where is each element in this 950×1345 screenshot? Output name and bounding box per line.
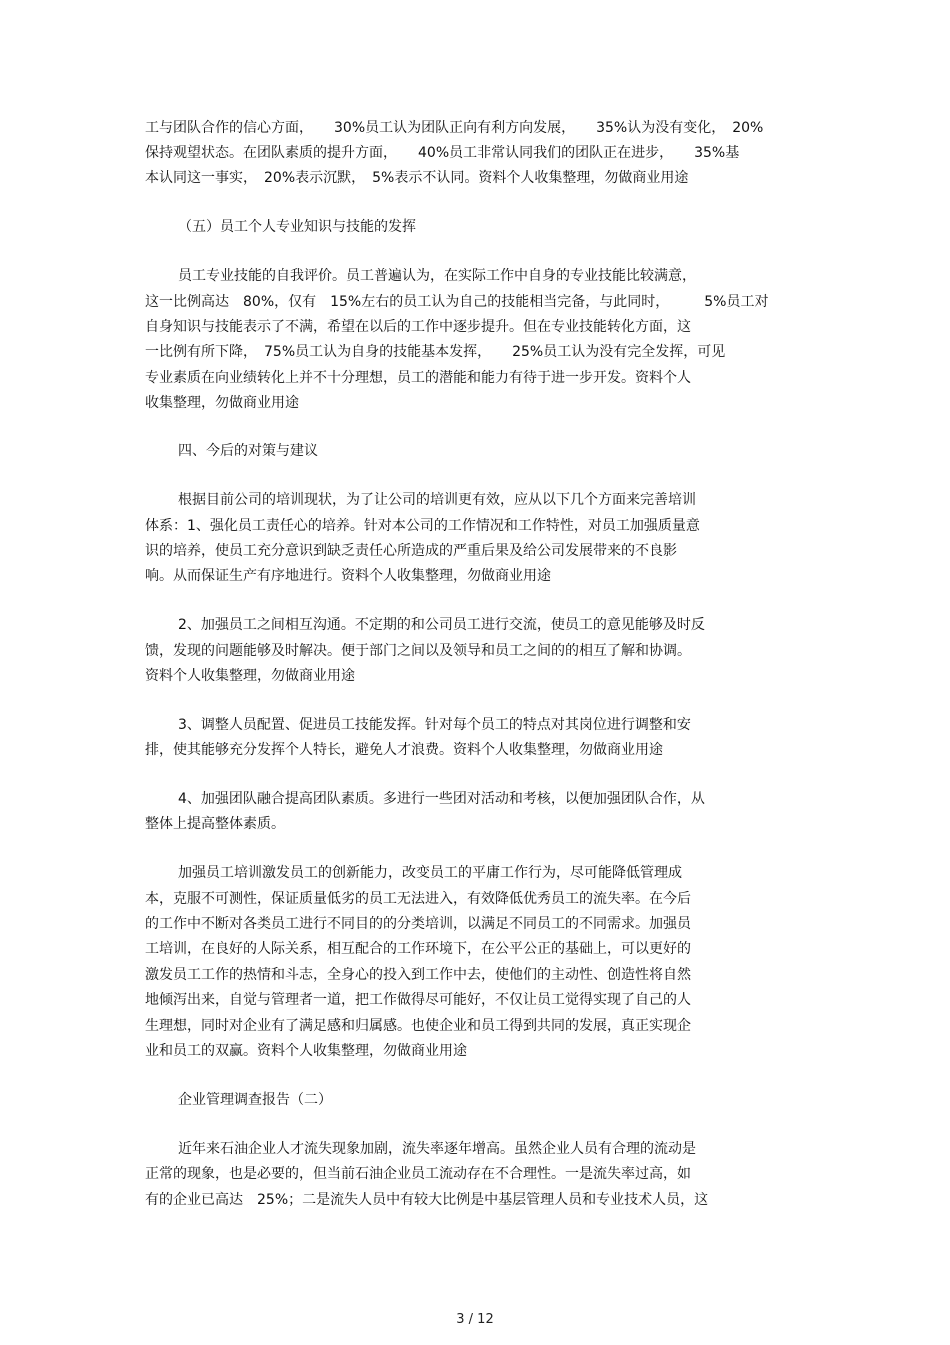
text-line: 本认同这一事实， 20%表示沉默， 5%表示不认同。资料个人收集整理，勿做商业用途 [145,170,689,186]
text-line: 正常的现象，也是必要的，但当前石油企业员工流动存在不合理性。一是流失率过高，如 [145,1166,691,1182]
text-line: 保持观望状态。在团队素质的提升方面， 40%员工非常认同我们的团队正在进步， 35%基 [145,145,740,161]
text-line: 响。从而保证生产有序地进行。资料个人收集整理，勿做商业用途 [145,568,551,584]
text-line: 3、调整人员配置、促进员工技能发挥。针对每个员工的特点对其岗位进行调整和安 [178,717,691,733]
text-line: 整体上提高整体素质。 [145,816,285,832]
text-line: 资料个人收集整理，勿做商业用途 [145,668,355,684]
text-line: 加强员工培训激发员工的创新能力，改变员工的平庸工作行为，尽可能降低管理成 [178,865,682,881]
text-line: 自身知识与技能表示了不满，希望在以后的工作中逐步提升。但在专业技能转化方面，这 [145,319,691,335]
text-line: 近年来石油企业人才流失现象加剧，流失率逐年增高。虽然企业人员有合理的流动是 [178,1141,696,1157]
section-heading: 企业管理调查报告（二） [178,1092,332,1108]
text-line: 专业素质在向业绩转化上并不十分理想，员工的潜能和能力有待于进一步开发。资料个人 [145,370,691,386]
text-line: 生理想，同时对企业有了满足感和归属感。也使企业和员工得到共同的发展，真正实现企 [145,1018,691,1034]
text-line: 2、加强员工之间相互沟通。不定期的和公司员工进行交流，使员工的意见能够及时反 [178,617,705,633]
text-line: 收集整理，勿做商业用途 [145,395,299,411]
text-line: 一比例有所下降， 75%员工认为自身的技能基本发挥， 25%员工认为没有完全发挥，可见 [145,344,726,360]
text-line: 激发员工工作的热情和斗志，全身心的投入到工作中去，使他们的主动性、创造性将自然 [145,967,691,983]
text-line: 排，使其能够充分发挥个人特长，避免人才浪费。资料个人收集整理，勿做商业用途 [145,742,663,758]
text-line: 体系：1、强化员工责任心的培养。针对本公司的工作情况和工作特性，对员工加强质量意 [145,518,700,534]
text-line: 工与团队合作的信心方面， 30%员工认为团队正向有利方向发展， 35%认为没有变化， 20% [145,120,764,136]
text-line: 馈，发现的问题能够及时解决。便于部门之间以及领导和员工之间的的相互了解和协调。 [145,643,691,659]
text-line: 员工专业技能的自我评价。员工普遍认为，在实际工作中自身的专业技能比较满意， [178,268,696,284]
text-line: 的工作中不断对各类员工进行不同目的的分类培训，以满足不同员工的不同需求。加强员 [145,916,691,932]
section-heading: （五）员工个人专业知识与技能的发挥 [178,219,416,235]
text-line: 根据目前公司的培训现状，为了让公司的培训更有效，应从以下几个方面来完善培训 [178,492,696,508]
page-number: 3 / 12 [456,1312,494,1327]
text-line: 这一比例高达 80%，仅有 15%左右的员工认为自己的技能相当完备，与此同时， 5%员工对 [145,294,769,310]
text-line: 工培训，在良好的人际关系，相互配合的工作环境下，在公平公正的基础上，可以更好的 [145,941,691,957]
text-line: 地倾泻出来，自觉与管理者一道，把工作做得尽可能好，不仅让员工觉得实现了自己的人 [145,992,691,1008]
section-heading: 四、今后的对策与建议 [178,443,318,459]
text-line: 业和员工的双赢。资料个人收集整理，勿做商业用途 [145,1043,467,1059]
text-line: 有的企业已高达 25%；二是流失人员中有较大比例是中基层管理人员和专业技术人员，这 [145,1192,709,1208]
text-line: 4、加强团队融合提高团队素质。多进行一些团对活动和考核，以便加强团队合作，从 [178,791,705,807]
text-line: 本，克服不可测性，保证质量低劣的员工无法进入，有效降低优秀员工的流失率。在今后 [145,891,691,907]
text-line: 识的培养，使员工充分意识到缺乏责任心所造成的严重后果及给公司发展带来的不良影 [145,543,677,559]
